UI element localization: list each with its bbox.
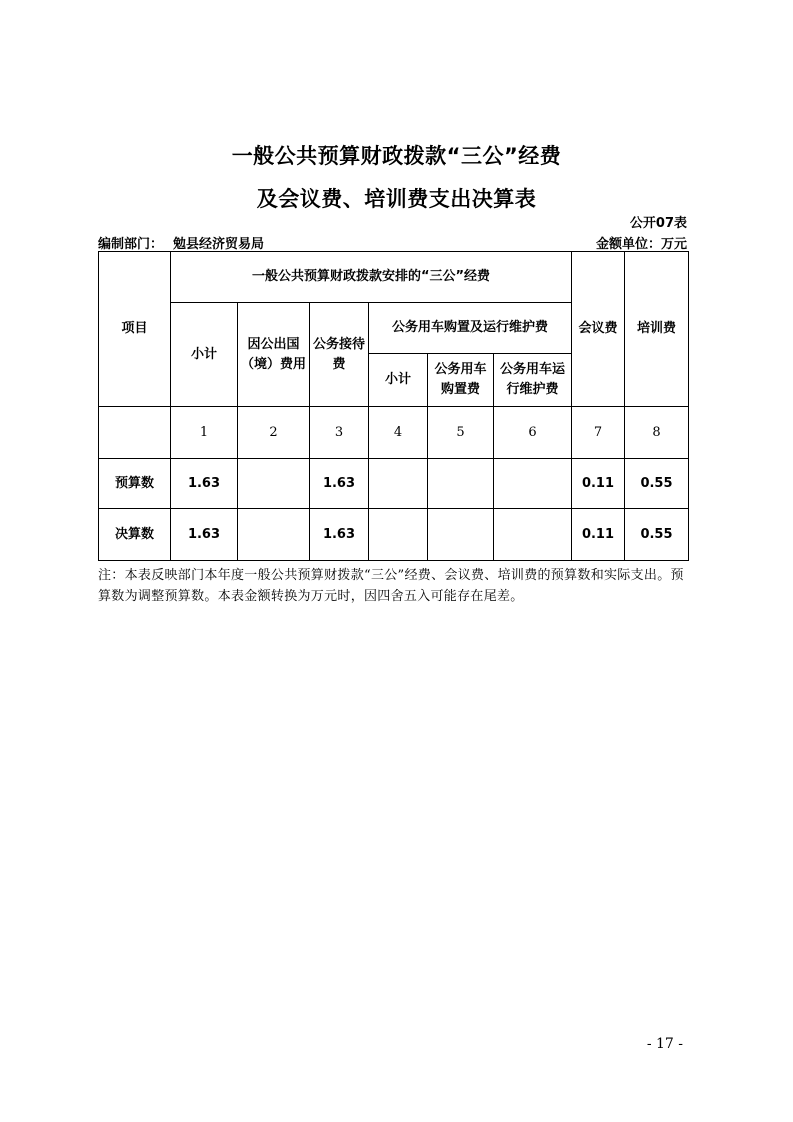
cell-vehicle-subtotal <box>369 509 428 561</box>
cell-subtotal: 1.63 <box>171 459 238 509</box>
table-row-budget <box>99 459 689 509</box>
department-info <box>98 233 274 252</box>
header-subtotal: 小计 <box>171 303 238 407</box>
row-label: 决算数 <box>99 509 171 561</box>
department-label: 编制部门： <box>98 237 164 252</box>
unit-label: 金额单位： <box>595 237 661 252</box>
cell-vehicle-purchase <box>428 509 494 561</box>
cell-reception: 1.63 <box>310 509 369 561</box>
index-cell: 8 <box>625 407 689 459</box>
unit-info <box>596 233 687 252</box>
index-cell-blank <box>99 407 171 459</box>
cell-reception: 1.63 <box>310 459 369 509</box>
cell-abroad <box>238 459 310 509</box>
index-cell: 5 <box>428 407 494 459</box>
cell-vehicle-purchase <box>428 459 494 509</box>
cell-subtotal: 1.63 <box>171 509 238 561</box>
title-line-1: 一般公共预算财政拨款“三公”经费 <box>231 144 562 168</box>
header-item: 项目 <box>99 252 171 407</box>
unit-value: 万元 <box>660 237 687 252</box>
index-cell: 2 <box>238 407 310 459</box>
header-vehicle-subtotal: 小计 <box>369 354 428 407</box>
page-number: - 17 - <box>646 1036 683 1052</box>
index-cell: 6 <box>494 407 572 459</box>
header-vehicle-operation: 公务用车运行维护费 <box>494 354 572 407</box>
expense-table <box>98 251 689 561</box>
cell-meeting: 0.11 <box>572 509 625 561</box>
index-cell: 3 <box>310 407 369 459</box>
header-vehicle-purchase: 公务用车购置费 <box>428 354 494 407</box>
form-number: 公开07表 <box>629 216 687 231</box>
index-cell: 1 <box>171 407 238 459</box>
title-line-2: 及会议费、培训费支出决算表 <box>256 187 537 211</box>
cell-training: 0.55 <box>625 459 689 509</box>
table-note: 注：本表反映部门本年度一般公共预算财拨款“三公”经费、会议费、培训费的预算数和实际支出。预算数为调整预算数。本表金额转换为万元时，因四舍五入可能存在尾差。 <box>98 568 684 604</box>
department-value: 勉县经济贸易局 <box>173 237 265 252</box>
cell-vehicle-operation <box>494 509 572 561</box>
index-cell: 7 <box>572 407 625 459</box>
header-vehicle-group: 公务用车购置及运行维护费 <box>369 303 572 354</box>
cell-vehicle-operation <box>494 459 572 509</box>
cell-abroad <box>238 509 310 561</box>
row-label: 预算数 <box>99 459 171 509</box>
cell-vehicle-subtotal <box>369 459 428 509</box>
cell-meeting: 0.11 <box>572 459 625 509</box>
index-cell: 4 <box>369 407 428 459</box>
header-training: 培训费 <box>625 252 689 407</box>
header-three-public-group: 一般公共预算财政拨款安排的“三公”经费 <box>171 252 572 303</box>
header-abroad: 因公出国（境）费用 <box>238 303 310 407</box>
header-reception: 公务接待费 <box>310 303 369 407</box>
header-meeting: 会议费 <box>572 252 625 407</box>
table-row-final <box>99 509 689 561</box>
cell-training: 0.55 <box>625 509 689 561</box>
